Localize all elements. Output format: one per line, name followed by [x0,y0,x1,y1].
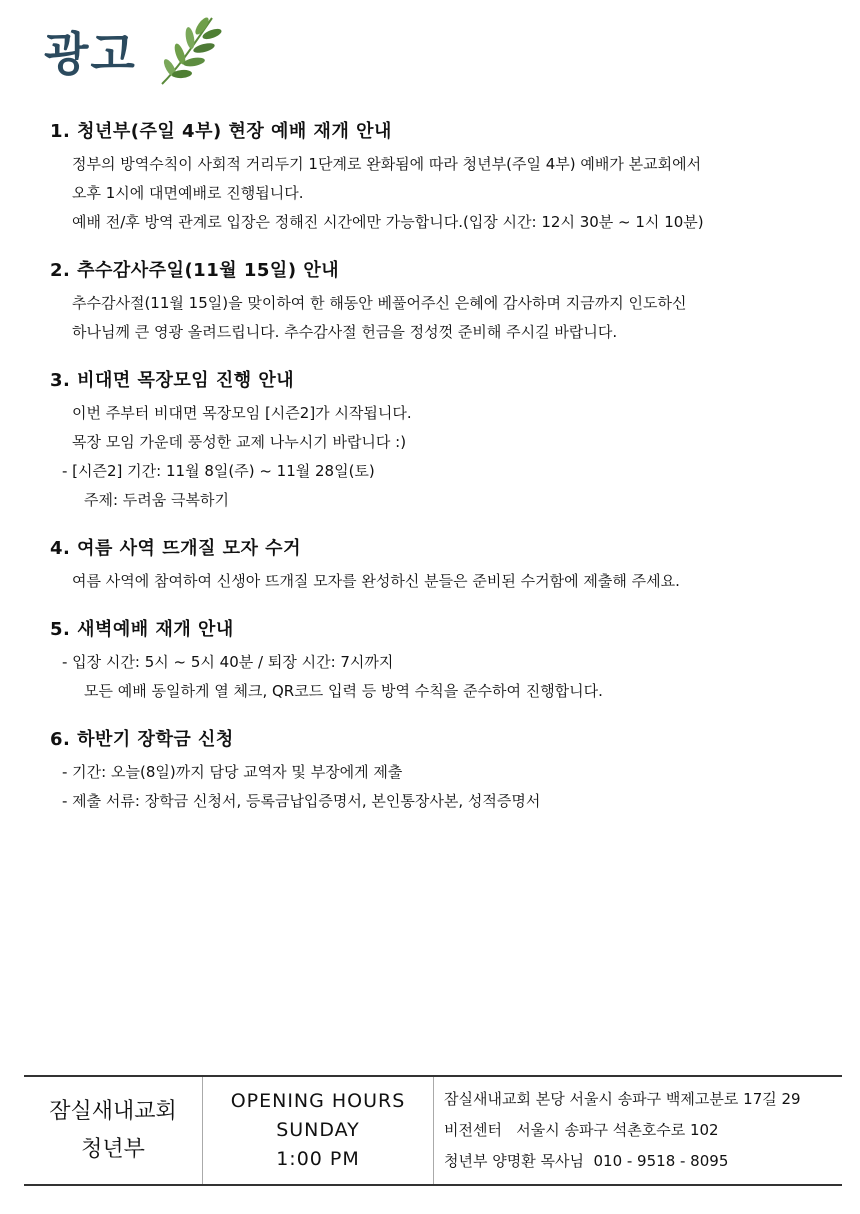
announcement-1 [50,118,840,237]
section-line: 목장 모임 가운데 풍성한 교제 나누시기 바랍니다 :) [72,433,407,451]
section-line: - [시즌2] 기간: 11월 8일(주) ~ 11월 28일(토) [62,462,375,480]
section-line: - 제출 서류: 장학금 신청서, 등록금납입증명서, 본인통장사본, 성적증명서 [62,792,541,810]
footer [24,1075,842,1186]
section-title: 1. 청년부(주일 4부) 현장 예배 재개 안내 [50,121,392,142]
church-name: 잠실새내교회 [49,1098,177,1124]
announcement-4 [50,535,840,596]
olive-branch-icon [154,12,224,92]
section-line: 오후 1시에 대면예배로 진행됩니다. [72,184,304,202]
contact-info: 청년부 양명환 목사님 010 - 9518 - 8095 [444,1152,729,1170]
section-title: 3. 비대면 목장모임 진행 안내 [50,370,295,391]
section-line: 정부의 방역수칙이 사회적 거리두기 1단계로 완화됨에 따라 청년부(주일 4부) 예배가 본교회에서 [72,155,702,173]
section-line: 주제: 두려움 극복하기 [84,491,230,509]
section-line: - 기간: 오늘(8일)까지 담당 교역자 및 부장에게 제출 [62,763,403,781]
hours-time: 1:00 PM [276,1148,360,1170]
section-line: 모든 예배 동일하게 열 체크, QR코드 입력 등 방역 수칙을 준수하여 진행합니다. [84,682,603,700]
footer-church [24,1077,203,1184]
footer-hours [203,1077,434,1184]
footer-contact [434,1077,842,1184]
address-main: 잠실새내교회 본당 서울시 송파구 백제고분로 17길 29 [444,1090,801,1108]
announcements [50,118,840,836]
department-name: 청년부 [81,1136,145,1162]
announcement-6 [50,726,840,816]
page-header [44,14,137,94]
section-title: 5. 새벽예배 재개 안내 [50,619,234,640]
section-line: 예배 전/후 방역 관계로 입장은 정해진 시간에만 가능합니다.(입장 시간: 12시 30분 ~ 1시 10분) [72,213,704,231]
announcement-2 [50,257,840,347]
section-line: 하나님께 큰 영광 올려드립니다. 추수감사절 헌금을 정성껏 준비해 주시길 바랍니다. [72,323,618,341]
hours-day: SUNDAY [276,1119,360,1141]
section-title: 4. 여름 사역 뜨개질 모자 수거 [50,538,301,559]
address-vision: 비전센터 서울시 송파구 석촌호수로 102 [444,1121,719,1139]
page-title: 광고 [44,27,137,81]
section-line: 이번 주부터 비대면 목장모임 [시즌2]가 시작됩니다. [72,404,412,422]
hours-title: OPENING HOURS [230,1090,406,1112]
section-line: 여름 사역에 참여하여 신생아 뜨개질 모자를 완성하신 분들은 준비된 수거함에 제출해 주세요. [72,572,680,590]
section-line: - 입장 시간: 5시 ~ 5시 40분 / 퇴장 시간: 7시까지 [62,653,394,671]
section-title: 6. 하반기 장학금 신청 [50,729,234,750]
announcement-5 [50,616,840,706]
announcement-3 [50,367,840,515]
section-title: 2. 추수감사주일(11월 15일) 안내 [50,260,340,281]
section-line: 추수감사절(11월 15일)을 맞이하여 한 해동안 베풀어주신 은혜에 감사하며 지금까지 인도하신 [72,294,687,312]
